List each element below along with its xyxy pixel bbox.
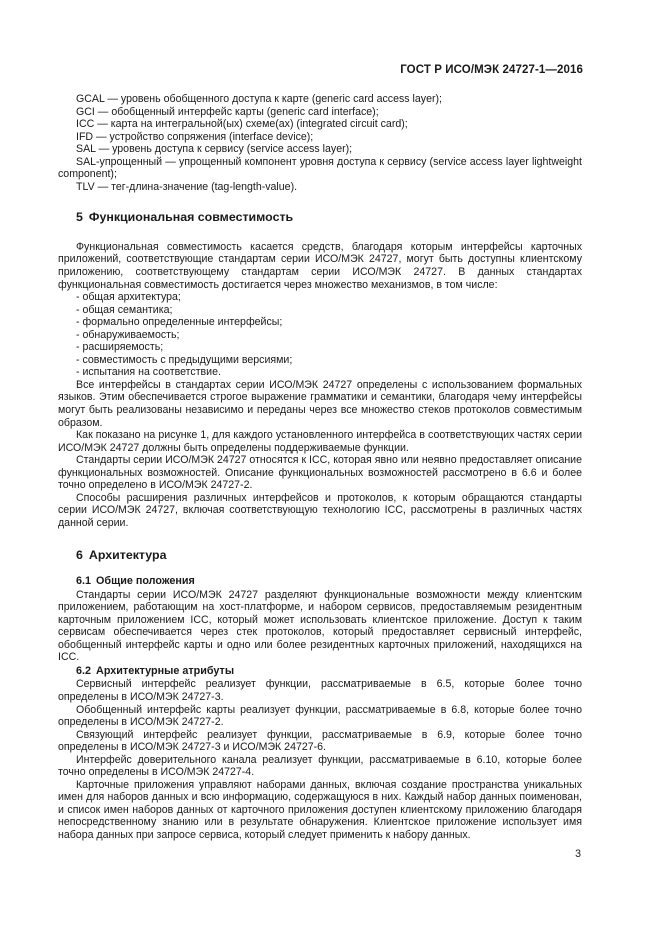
section-5-heading — [58, 211, 582, 224]
abbreviation-item: IFD — устройство сопряжения (interface device); — [76, 130, 314, 143]
subsection-title: Архитектурные атрибуты — [96, 664, 235, 677]
section-6-heading — [58, 549, 582, 562]
paragraph: Обобщенный интерфейс карты реализует функции, рассматриваемые в 6.8, которые более точно определены в ИСО/МЭК 24727-2. — [58, 703, 582, 729]
section-title: Архитектура — [88, 547, 167, 562]
list-item: - формально определенные интерфейсы; — [76, 316, 283, 329]
subsection-number: 6.1 — [76, 575, 92, 588]
section-number: 6 — [76, 547, 83, 562]
list-item: - общая семантика; — [76, 303, 173, 316]
page-content — [58, 93, 582, 842]
abbreviation-item: GCAL — уровень обобщенного доступа к карте (generic card access layer); — [76, 93, 442, 105]
paragraph: Как показано на рисунке 1, для каждого установленного интерфейса в соответствующих частях серии ИСО/МЭК 24727 должны быть определены поддерживаемые функции. — [58, 429, 582, 454]
abbreviation-item: GCI — обобщенный интерфейс карты (generic card interface); — [76, 105, 379, 118]
subsection-number: 6.2 — [76, 664, 92, 677]
paragraph: Способы расширения различных интерфейсов и протоколов, к которым обращаются стандарты серии ИСО/МЭК 24727, включая соответствующую технологию ICC, рассмотрены в различных частях данной серии. — [58, 491, 582, 529]
paragraph: Все интерфейсы в стандартах серии ИСО/МЭК 24727 определены с использованием формальных языков. Этим обеспечивается строгое выражение грамматики и семантики, благодаря чему интерфейсы могут быть реализованы независимо и переданы через все множество стеков протоколов совместимым образом. — [58, 378, 582, 429]
list-item: - совместимость с предыдущими версиями; — [76, 353, 293, 366]
list-item: - расширяемость; — [76, 341, 164, 354]
paragraph: Сервисный интерфейс реализует функции, рассматриваемые в 6.5, которые более точно определены в ИСО/МЭК 24727-3. — [58, 678, 582, 703]
list-item: - обнаруживаемость; — [76, 328, 180, 341]
subsection-title: Общие положения — [96, 575, 195, 588]
section-title: Функциональная совместимость — [88, 210, 294, 225]
interoperability-mechanisms-list — [58, 291, 582, 379]
paragraph: Функциональная совместимость касается средств, благодаря которым интерфейсы карточных приложений, соответствующие стандартам серии ИСО/МЭК 24727, могут быть доступны клиентскому приложению, соответствующему стандартам серии ИСО/МЭК 24727. В данных стандартах функциональная совместимость достигается через множество механизмов, в том числе: — [58, 240, 582, 291]
abbreviations-list — [58, 93, 582, 193]
paragraph: Интерфейс доверительного канала реализует функции, рассматриваемые в 6.10, которые более точно определены в ИСО/МЭК 24727-4. — [58, 753, 582, 779]
paragraph: Карточные приложения управляют наборами данных, включая создание пространства уникальных имен для наборов данных и всю информацию, содержащуюся в них. Каждый набор данных поименован, и список имен наборов данных от карточного приложения доступен клиентскому приложению благодаря непосредственному знанию или в результате обнаружения. Клиентское приложение использует имя набора данных при запросе сервиса, который следует применить к набору данных. — [58, 778, 582, 841]
subsection-6-2-heading — [58, 665, 582, 678]
page-number: 3 — [575, 848, 581, 860]
abbreviation-item: SAL — уровень доступа к сервису (service access layer); — [76, 143, 353, 156]
abbreviation-item: TLV — тег-длина-значение (tag-length-value). — [76, 180, 298, 193]
document-code-header: ГОСТ Р ИСО/МЭК 24727-1—2016 — [400, 64, 583, 76]
abbreviation-item: ICC — карта на интегральной(ых) схеме(ах) (integrated circuit card); — [76, 118, 408, 131]
paragraph: Стандарты серии ИСО/МЭК 24727 разделяют функциональные возможности между клиентским приложением, работающим на хост-платформе, и набором сервисов, предоставляемым резидентным карточным приложением ICC, который может использовать клиентское приложение. Доступ к таким сервисам обеспечивается через стек протоколов, который предоставляет сервисный интерфейс, обобщенный интерфейс карты и одно или более резидентных карточных приложений, находящихся на ICC. — [58, 588, 582, 664]
paragraph: Стандарты серии ИСО/МЭК 24727 относятся к ICC, которая явно или неявно предоставляет описание функциональных возможностей. Описание функциональных возможностей рассмотрено в 6.6 и более точно определено в ИСО/МЭК 24727-2. — [58, 454, 582, 492]
list-item: - общая архитектура; — [76, 291, 181, 304]
subsection-6-1-heading — [58, 575, 582, 588]
section-number: 5 — [76, 210, 83, 225]
list-item: - испытания на соответствие. — [76, 366, 221, 379]
paragraph: Связующий интерфейс реализует функции, рассматриваемые в 6.9, которые более точно определены в ИСО/МЭК 24727-3 и ИСО/МЭК 24727-6. — [58, 728, 582, 754]
abbreviation-item: SAL-упрощенный — упрощенный компонент уровня доступа к сервису (service access layer lightweight component); — [58, 155, 582, 181]
